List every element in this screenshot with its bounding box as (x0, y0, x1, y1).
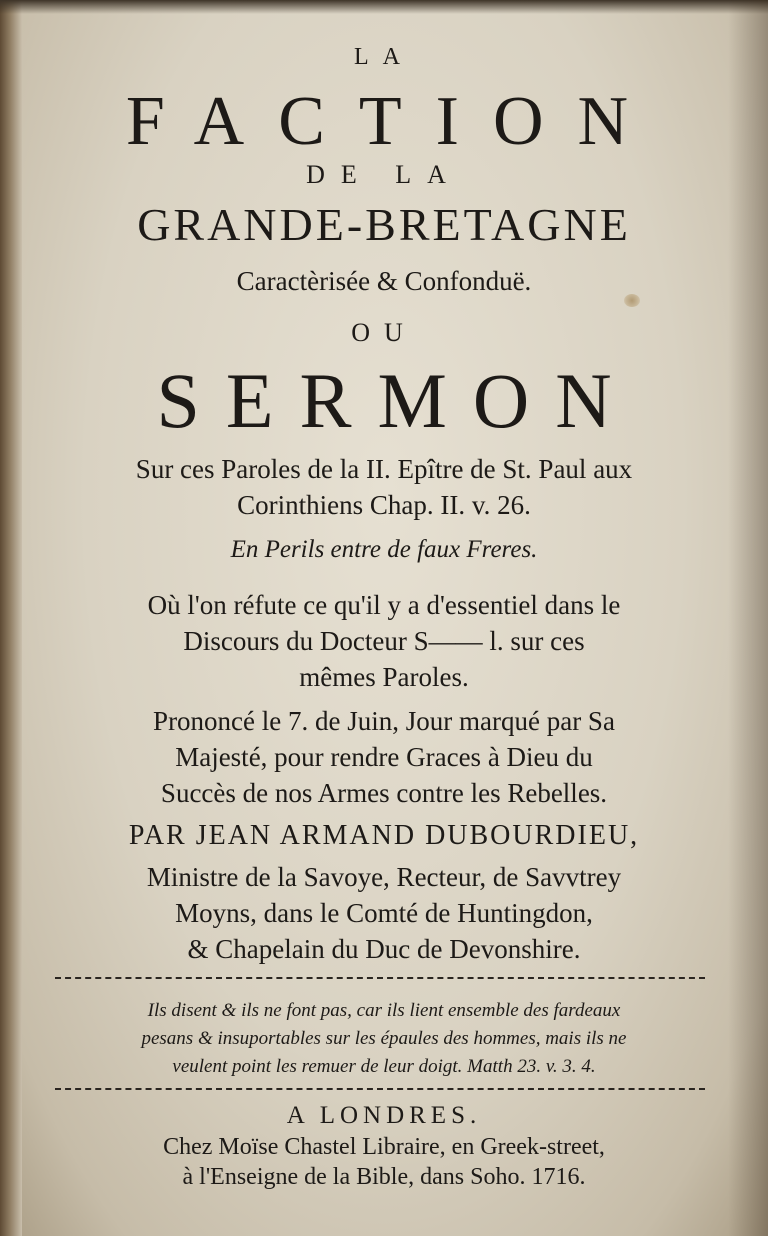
publisher-line-2: à l'Enseigne de la Bible, dans Soho. 1716. (182, 1164, 586, 1190)
prononce-line-3: Succès de nos Armes contre les Rebelles. (160, 778, 608, 808)
prononce-line-2: Majesté, pour rendre Graces à Dieu du (175, 742, 593, 772)
ou-heading: OU (351, 318, 417, 347)
ou-lon-line-1: Où l'on réfute ce qu'il y a d'essentiel dans le (147, 590, 621, 620)
sur-line-1: Sur ces Paroles de la II. Epître de St. Paul aux (135, 454, 633, 484)
grande-bretagne-heading: GRANDE-BRETAGNE (137, 199, 631, 250)
ou-lon-line-2: Discours du Docteur S—— l. sur ces (183, 626, 585, 656)
ministre-line-2: Moyns, dans le Comté de Huntingdon, (175, 898, 593, 928)
sur-line-2: Corinthiens Chap. II. v. 26. (237, 490, 531, 520)
publisher-line-1: Chez Moïse Chastel Libraire, en Greek-street, (163, 1134, 605, 1160)
de-la-heading: DE LA (306, 160, 462, 189)
en-perils-line: En Perils entre de faux Freres. (230, 536, 538, 563)
prononce-line-1: Prononcé le 7. de Juin, Jour marqué par Sa (153, 706, 615, 736)
lower-rule (55, 1088, 705, 1090)
ou-lon-line-3: mêmes Paroles. (299, 662, 469, 692)
author-line: PAR JEAN ARMAND DUBOURDIEU, (128, 820, 640, 851)
faction-heading: FACTION (125, 83, 663, 160)
quote-line-3: veulent point les remuer de leur doigt. Matth 23. v. 3. 4. (172, 1056, 596, 1077)
caracterisee-subtitle: Caractèrisée & Confonduë. (236, 266, 532, 296)
quote-line-2: pesans & insuportables sur les épaules des hommes, mais ils ne (141, 1028, 627, 1049)
ministre-line-3: & Chapelain du Duc de Devonshire. (187, 934, 581, 964)
londres-line: A LONDRES. (286, 1102, 482, 1129)
ministre-line-1: Ministre de la Savoye, Recteur, de Savvtrey (146, 862, 622, 892)
quote-line-1: Ils disent & ils ne font pas, car ils lient ensemble des fardeaux (147, 1000, 621, 1021)
upper-rule (55, 977, 705, 979)
top-edge-shadow (0, 0, 768, 14)
la-heading: LA (354, 44, 414, 70)
sermon-heading: SERMON (156, 357, 638, 444)
